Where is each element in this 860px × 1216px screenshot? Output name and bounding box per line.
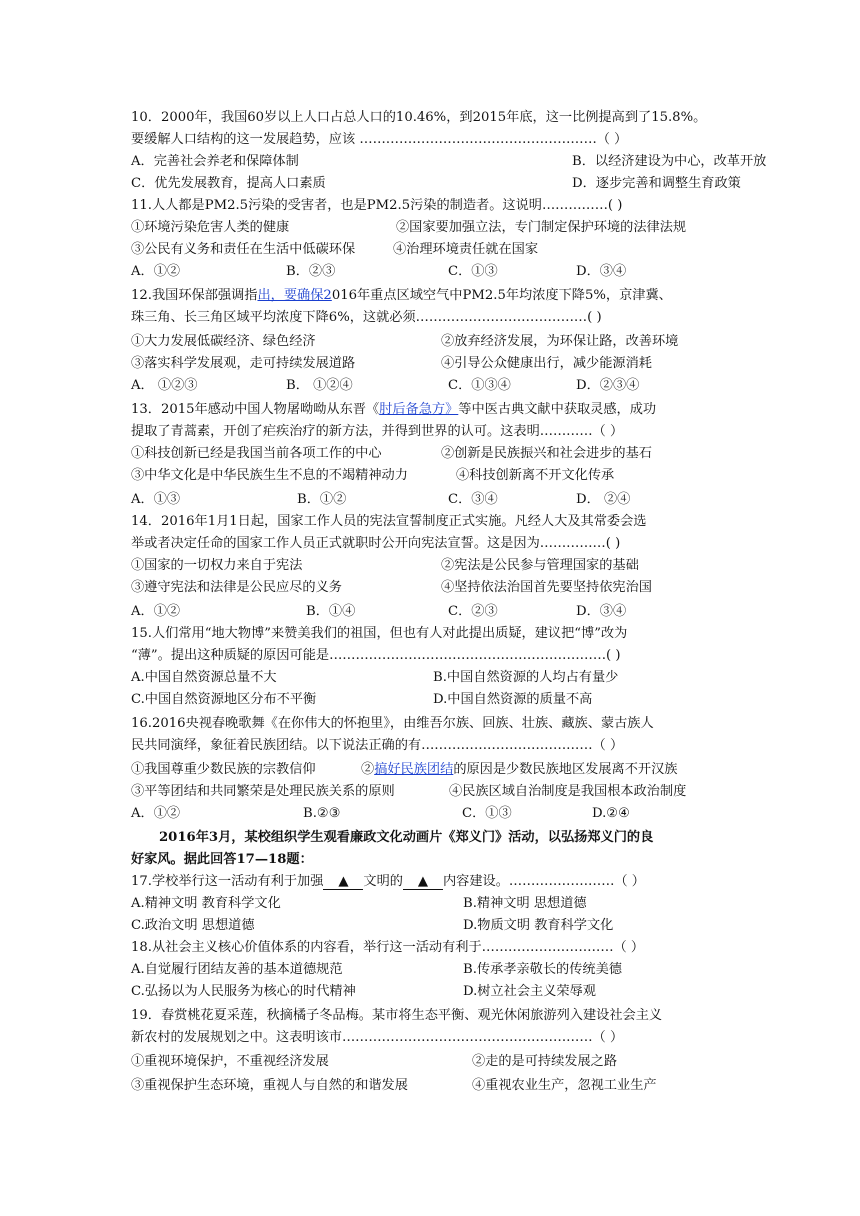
q19-statements-12 bbox=[131, 1051, 733, 1073]
q14-stem-line1: 14．2016年1月1日起，国家工作人员的宪法宣誓制度正式实施。凡经人大及其常委会选 bbox=[131, 514, 647, 529]
q12-statement-3: ③落实科学发展观，走可持续发展道路 bbox=[131, 356, 356, 371]
q12-option-d: D．②③④ bbox=[576, 378, 640, 393]
q17-blank-2: ▲ bbox=[403, 875, 443, 890]
q19-statements-34 bbox=[131, 1075, 733, 1097]
q14-option-a: A．①② bbox=[131, 604, 181, 619]
q11-option-d: D．③④ bbox=[576, 264, 627, 279]
q18-option-d: D.树立社会主义荣辱观 bbox=[463, 984, 596, 999]
q12-statements-12 bbox=[131, 331, 733, 353]
q11-option-b: B．②③ bbox=[286, 264, 336, 279]
q12-stem-line1 bbox=[131, 285, 733, 307]
q10-option-a: A．完善社会养老和保障体制 bbox=[131, 154, 299, 169]
q12-stem-pre: 12.我国环保部强调指 bbox=[131, 288, 258, 303]
q10-stem-line1: 10．2000年，我国60岁以上人口占总人口的10.46%，到2015年底，这一比例提高到了15.8%。 bbox=[131, 110, 707, 125]
q15-option-d: D.中国自然资源的质量不高 bbox=[433, 692, 593, 707]
q15-options-ab bbox=[131, 667, 733, 689]
q14-option-c: C．②③ bbox=[448, 604, 498, 619]
intro-line1: 2016年3月，某校组织学生观看廉政文化动画片《郑义门》活动，以弘扬郑义门的良 bbox=[159, 830, 654, 845]
q16-option-d: D.②④ bbox=[592, 806, 630, 821]
q12-stem-line2: 珠三角、长三角区域平均浓度下降6%，这就必须…………………………………( ) bbox=[131, 310, 602, 325]
q16-statements-12 bbox=[131, 759, 733, 781]
q17-blank-1: ▲ bbox=[323, 875, 363, 890]
q19-statement-4: ④重视农业生产，忽视工业生产 bbox=[472, 1078, 657, 1093]
q13-statement-2: ②创新是民族振兴和社会进步的基石 bbox=[441, 446, 652, 461]
q10-option-b: B．以经济建设为中心，改革开放 bbox=[572, 154, 767, 169]
q13-statement-4: ④科技创新离不开文化传承 bbox=[456, 468, 615, 483]
q13-statement-3: ③中华文化是中华民族生生不息的不竭精神动力 bbox=[131, 468, 408, 483]
q10-option-c: C．优先发展教育，提高人口素质 bbox=[131, 176, 326, 191]
q11-options bbox=[131, 261, 733, 283]
q16-stem-line2: 民共同演绎，象征着民族团结。以下说法正确的有…………………………………（ ） bbox=[131, 738, 624, 753]
q17-option-a: A.精神文明 教育科学文化 bbox=[131, 896, 281, 911]
q14-statement-2: ②宪法是公民参与管理国家的基础 bbox=[441, 558, 639, 573]
q16-option-c: C．①③ bbox=[462, 806, 512, 821]
q18-options-cd bbox=[131, 981, 733, 1003]
q16-option-a: A．①② bbox=[131, 806, 181, 821]
q11-statement-4: ④治理环境责任就在国家 bbox=[393, 242, 539, 257]
q11-statement-3: ③公民有义务和责任在生活中低碳环保 bbox=[131, 242, 356, 257]
q11-statements-34 bbox=[131, 239, 733, 261]
q12-option-a: A． ①②③ bbox=[131, 378, 198, 393]
q11-option-c: C．①③ bbox=[448, 264, 498, 279]
q15-stem-line2: “薄”。提出这种质疑的原因可能是………………………………………………………( ) bbox=[131, 648, 621, 663]
q13-stem-post: 等中医古典文献中获取灵感，成功 bbox=[458, 402, 657, 417]
q16-statement-4: ④民族区域自治制度是我国根本政治制度 bbox=[449, 784, 687, 799]
q13-stem-line1 bbox=[131, 399, 733, 421]
q10-options-cd bbox=[131, 173, 741, 195]
q16-statement-1: ①我国尊重少数民族的宗教信仰 bbox=[131, 762, 316, 777]
q11-statements-12 bbox=[131, 217, 733, 239]
q14-statements-34 bbox=[131, 577, 733, 599]
q10-options-ab bbox=[131, 151, 767, 173]
q17-stem-pre: 17.学校举行这一活动有利于加强 bbox=[131, 874, 324, 889]
q18-stem: 18.从社会主义核心价值体系的内容看，举行这一活动有利于…………………………（ ） bbox=[131, 940, 645, 955]
q14-statements-12 bbox=[131, 555, 733, 577]
q12-option-c: C．①③④ bbox=[448, 378, 511, 393]
q17-option-c: C.政治文明 思想道德 bbox=[131, 918, 255, 933]
q19-stem-line1: 19．春赏桃花夏采莲，秋摘橘子冬品梅。某市将生态平衡、观光休闲旅游列入建设社会主义 bbox=[131, 1008, 663, 1023]
q14-stem-line2: 举或者决定任命的国家工作人员正式就职时公开向宪法宣誓。这是因为……………( ) bbox=[131, 536, 621, 551]
q16-statement-2-text: 的原因是少数民族地区发展离不开汉族 bbox=[453, 762, 678, 777]
q18-option-b: B.传承孝亲敬长的传统美德 bbox=[463, 962, 622, 977]
q14-statement-4: ④坚持依法治国首先要坚持依宪治国 bbox=[441, 580, 652, 595]
q14-option-b: B．①④ bbox=[306, 604, 356, 619]
q13-stem-line2: 提取了青蒿素，开创了疟疾治疗的新方法，并得到世界的认可。这表明…………（ ） bbox=[131, 424, 624, 439]
q13-stem-link[interactable]: 肘后备急方》 bbox=[379, 402, 459, 417]
q12-statement-1: ①大力发展低碳经济、绿色经济 bbox=[131, 334, 316, 349]
q19-statement-3: ③重视保护生态环境，重视人与自然的和谐发展 bbox=[131, 1078, 408, 1093]
q12-stem-post: 016年重点区域空气中PM2.5年均浓度下降5%，京津冀、 bbox=[331, 288, 672, 303]
q12-option-b: B． ①②④ bbox=[286, 378, 353, 393]
q15-option-b: B.中国自然资源的人均占有量少 bbox=[433, 670, 619, 685]
q11-stem-line1: 11.人人都是PM2.5污染的受害者，也是PM2.5污染的制造者。这说明……………( ) bbox=[131, 198, 623, 213]
q14-option-d: D．③④ bbox=[576, 604, 627, 619]
q18-option-a: A.自觉履行团结友善的基本道德规范 bbox=[131, 962, 343, 977]
q16-option-b: B.②③ bbox=[303, 806, 341, 821]
intro-line2: 好家风。据此回答17—18题： bbox=[131, 852, 313, 867]
q13-stem-pre: 13．2015年感动中国人物屠呦呦从东晋《 bbox=[131, 402, 380, 417]
q10-stem-line2: 要缓解人口结构的这一发展趋势，应该 ………………………………………………（ ） bbox=[131, 132, 628, 147]
q19-statement-2: ②走的是可持续发展之路 bbox=[472, 1054, 618, 1069]
q11-statement-2: ②国家要加强立法，专门制定保护环境的法律法规 bbox=[396, 220, 687, 235]
q17-option-b: B.精神文明 思想道德 bbox=[463, 896, 587, 911]
q17-stem bbox=[131, 871, 733, 893]
q12-statement-4: ④引导公众健康出行，减少能源消耗 bbox=[441, 356, 652, 371]
q17-stem-mid: 文明的 bbox=[363, 874, 403, 889]
q16-statement-3: ③平等团结和共同繁荣是处理民族关系的原则 bbox=[131, 784, 395, 799]
q14-statement-3: ③遵守宪法和法律是公民应尽的义务 bbox=[131, 580, 342, 595]
q16-statements-34 bbox=[131, 781, 733, 803]
q17-options-cd bbox=[131, 915, 733, 937]
q13-statements-12 bbox=[131, 443, 733, 465]
q17-option-d: D.物质文明 教育科学文化 bbox=[463, 918, 614, 933]
q15-stem-line1: 15.人们常用“地大物博”来赞美我们的祖国，但也有人对此提出质疑，建议把“博”改为 bbox=[131, 626, 628, 641]
q14-statement-1: ①国家的一切权力来自于宪法 bbox=[131, 558, 303, 573]
q12-options bbox=[131, 375, 733, 397]
q16-statement-2 bbox=[361, 759, 678, 781]
q16-stem-line1: 16.2016央视春晚歌舞《在你伟大的怀抱里》，由维吾尔族、回族、壮族、藏族、蒙古族人 bbox=[131, 716, 654, 731]
q13-option-c: C．③④ bbox=[448, 492, 498, 507]
q13-option-b: B．①② bbox=[297, 492, 347, 507]
q10-option-d: D．逐步完善和调整生育政策 bbox=[572, 176, 741, 191]
q13-option-a: A．①③ bbox=[131, 492, 181, 507]
q16-statement-2-marker: ② bbox=[361, 762, 375, 777]
q19-statement-1: ①重视环境保护，不重视经济发展 bbox=[131, 1054, 329, 1069]
q13-statements-34 bbox=[131, 465, 733, 487]
q17-options-ab bbox=[131, 893, 733, 915]
q15-option-c: C.中国自然资源地区分布不平衡 bbox=[131, 692, 317, 707]
q13-statement-1: ①科技创新已经是我国当前各项工作的中心 bbox=[131, 446, 382, 461]
q18-option-c: C.弘扬以为人民服务为核心的时代精神 bbox=[131, 984, 356, 999]
q11-option-a: A．①② bbox=[131, 264, 181, 279]
q16-statement-2-link[interactable]: 搞好民族团结 bbox=[374, 762, 454, 777]
q12-statement-2: ②放弃经济发展，为环保让路，改善环境 bbox=[441, 334, 679, 349]
q12-stem-link[interactable]: 出，要确保2 bbox=[257, 288, 332, 303]
q19-stem-line2: 新农村的发展规划之中。这表明该市…………………………………………………（ ） bbox=[131, 1030, 624, 1045]
q15-options-cd bbox=[131, 689, 733, 711]
q18-options-ab bbox=[131, 959, 733, 981]
q13-option-d: D． ②④ bbox=[576, 492, 631, 507]
q16-options bbox=[131, 803, 733, 825]
q13-options bbox=[131, 489, 733, 511]
q11-statement-1: ①环境污染危害人类的健康 bbox=[131, 220, 290, 235]
q14-options bbox=[131, 601, 733, 623]
q15-option-a: A.中国自然资源总量不大 bbox=[131, 670, 277, 685]
q12-statements-34 bbox=[131, 353, 733, 375]
q17-stem-post: 内容建设。……………………（ ） bbox=[442, 874, 645, 889]
